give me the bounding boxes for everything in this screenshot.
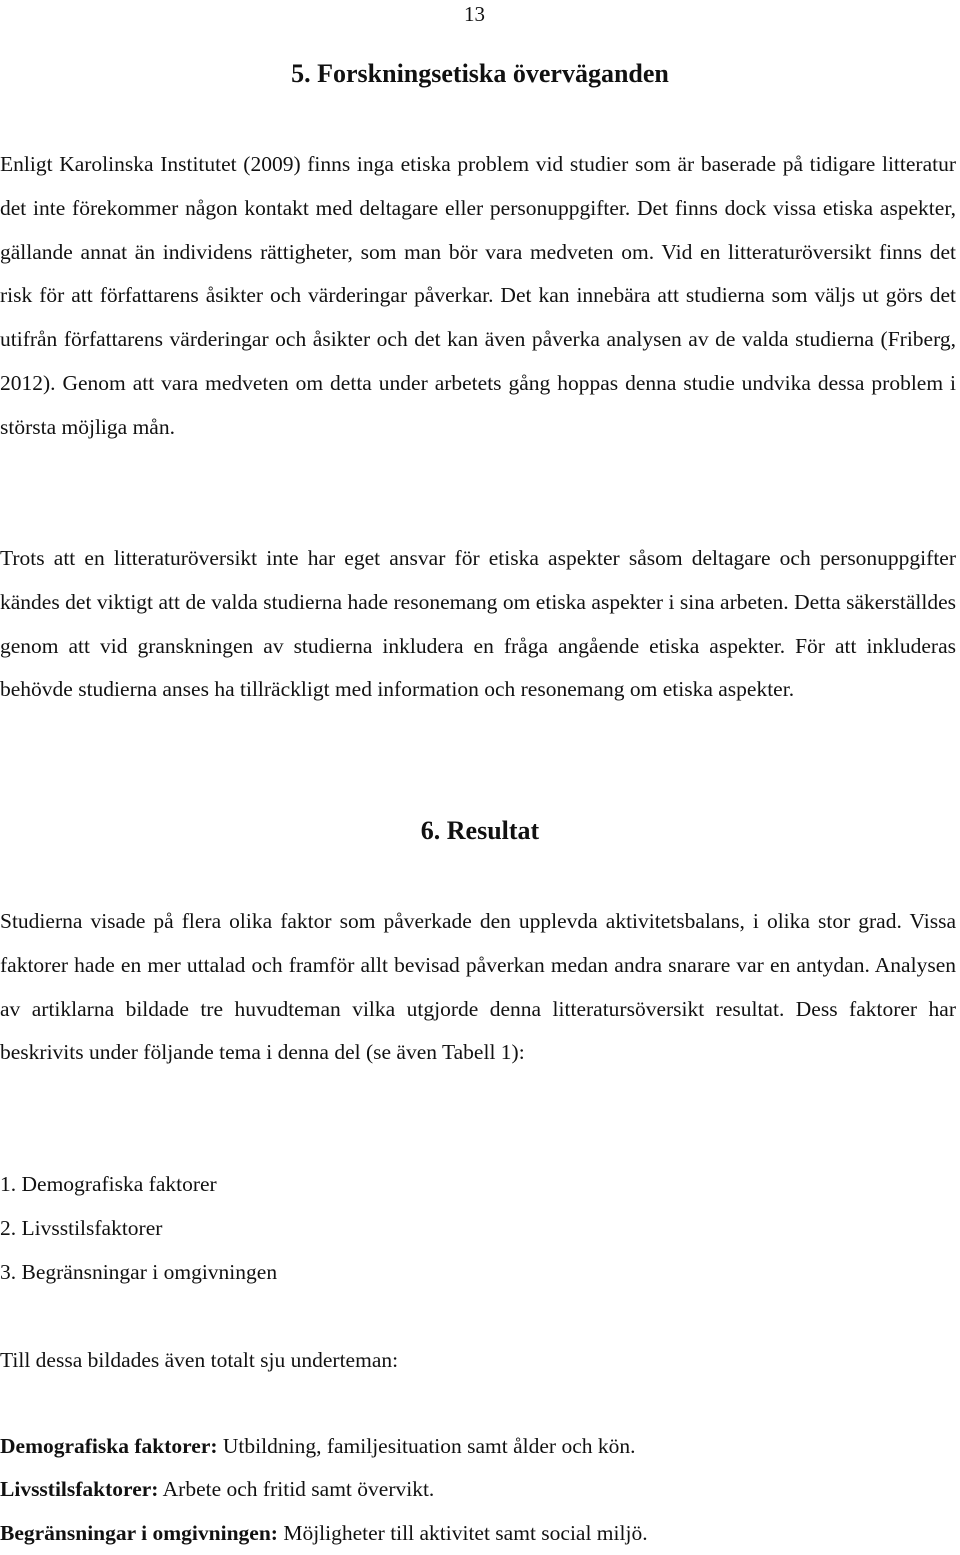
theme-list [0,1162,277,1294]
section-5-heading: 5. Forskningsetiska överväganden [291,59,669,88]
subtheme-term: Livsstilsfaktorer: [0,1477,159,1501]
subtheme-desc: Utbildning, familjesituation samt ålder och kön. [217,1434,636,1458]
subtheme-term: Demografiska faktorer: [0,1434,218,1458]
subtheme-desc: Möjligheter till aktivitet samt social miljö. [277,1521,648,1545]
theme-item-3: 3. Begränsningar i omgivningen [0,1260,278,1284]
theme-item-1: 1. Demografiska faktorer [0,1172,217,1196]
subthemes-intro: Till dessa bildades även totalt sju underteman: [0,1348,399,1372]
theme-item-2: 2. Livsstilsfaktorer [0,1216,163,1240]
subtheme-term: Begränsningar i omgivningen: [0,1521,278,1545]
subtheme-begransningar [0,1511,648,1555]
page-number: 13 [464,2,485,26]
section-6-heading: 6. Resultat [420,816,540,845]
section-5-paragraph-1: Enligt Karolinska Institutet (2009) finns inga etiska problem vid studier som är baserade på tidigare litteratur det inte förekommer någon kontakt med deltagare eller personuppgifter. Det finns dock vissa etiska aspekter, gällande annat än individens rättigheter, som man bör vara medveten om. Vid en litteraturöversikt finns det risk för att författarens åsikter och värderingar påverkar. Det kan innebära att studierna som väljs ut görs det utifrån författarens värderingar och åsikter och det kan även påverka analysen av de valda studierna (Friberg, 2012). Genom att vara medveten om detta under arbetets gång hoppas denna studie undvika dessa problem i största möjliga mån. [0,152,956,439]
section-6-paragraph: Studierna visade på flera olika faktor som påverkade den upplevda aktivitetsbalans, i olika stor grad. Vissa faktorer hade en mer uttalad och framför allt bevisad påverkan medan andra snarare var en antydan. Analysen av artiklarna bildade tre huvudteman vilka utgjorde denna litteratursöversikt resultat. Dess faktorer har beskrivits under följande tema i denna del (se även Tabell 1): [0,909,956,1065]
subtheme-desc: Arbete och fritid samt övervikt. [158,1477,435,1501]
subtheme-livsstil [0,1467,434,1511]
subtheme-demografiska [0,1424,636,1468]
section-5-paragraph-2: Trots att en litteraturöversikt inte har eget ansvar för etiska aspekter såsom deltagare och personuppgifter kändes det viktigt att de valda studierna hade resonemang om etiska aspekter i sina arbeten. Detta säkerställdes genom att vid granskningen av studierna inkludera en fråga angående etiska aspekter. För att inkluderas behövde studierna anses ha tillräckligt med information och resonemang om etiska aspekter. [0,546,956,702]
